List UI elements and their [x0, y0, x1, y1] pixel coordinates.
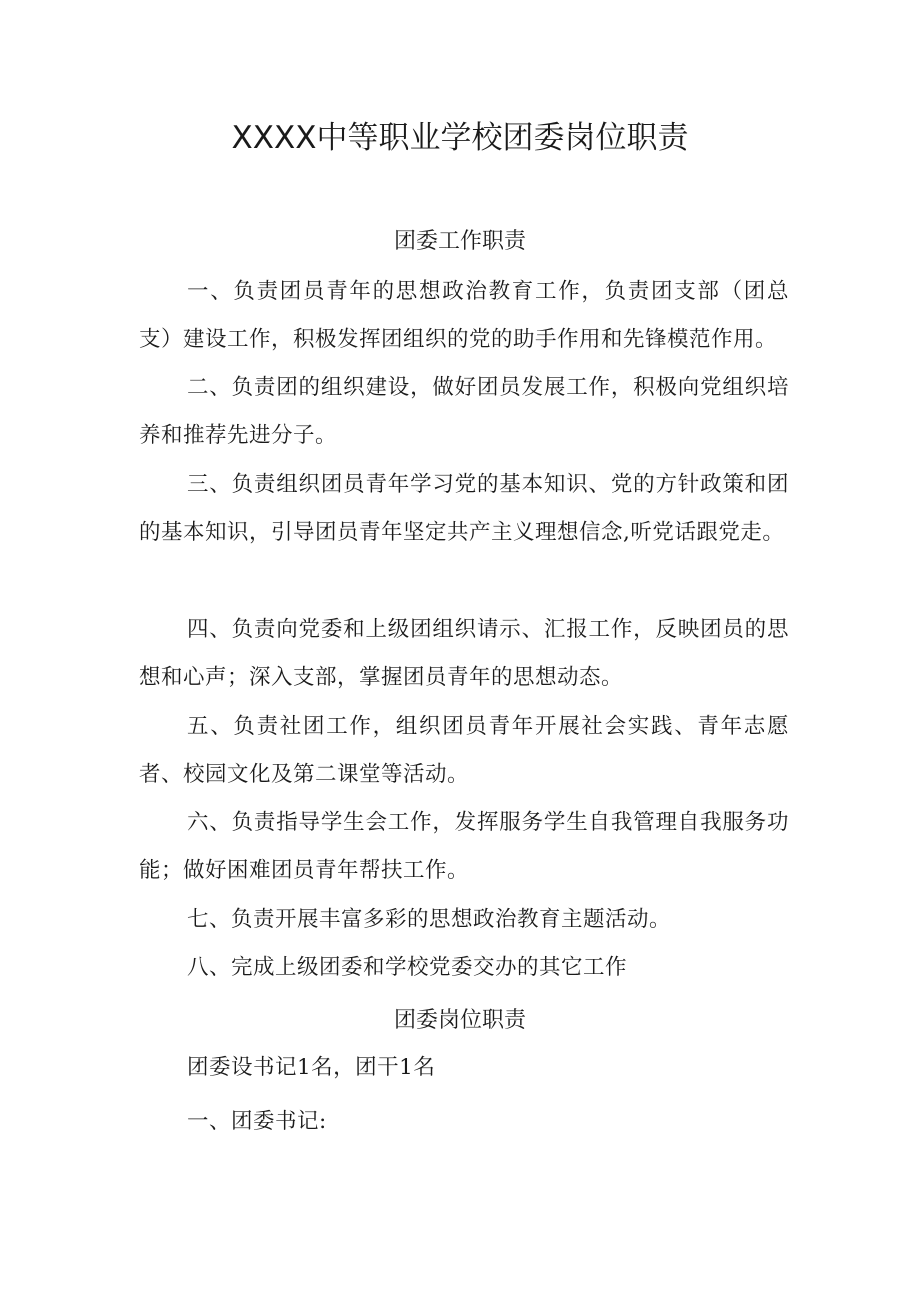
- staffing-line: 团委设书记1名，团干1名: [187, 1055, 436, 1080]
- section-heading-position-duties: 团委岗位职责: [393, 1008, 526, 1033]
- subsection-secretary: 一、团委书记:: [187, 1109, 327, 1134]
- section-heading-work-duties: 团委工作职责: [393, 229, 526, 254]
- duty-item-5: 五、负责社团工作，组织团员青年开展社会实践、青年志愿者、校园文化及第二课堂等活动。: [139, 714, 789, 787]
- duty-item-3: 三、负责组织团员青年学习党的基本知识、党的方针政策和团的基本知识，引导团员青年坚定共产主义理想信念,听党话跟党走。: [139, 472, 789, 545]
- duty-item-7: 七、负责开展丰富多彩的思想政治教育主题活动。: [187, 907, 672, 932]
- document-title: XXXX中等职业学校团委岗位职责: [231, 120, 689, 156]
- duty-item-2: 二、负责团的组织建设，做好团员发展工作，积极向党组织培养和推荐先进分子。: [139, 375, 789, 448]
- duty-item-6: 六、负责指导学生会工作，发挥服务学生自我管理自我服务功能；做好困难团员青年帮扶工作。: [139, 810, 789, 883]
- duty-item-1: 一、负责团员青年的思想政治教育工作，负责团支部（团总支）建设工作，积极发挥团组织的党的助手作用和先锋模范作用。: [139, 279, 789, 352]
- duty-item-4: 四、负责向党委和上级团组织请示、汇报工作，反映团员的思想和心声；深入支部，掌握团员青年的思想动态。: [139, 617, 789, 690]
- duty-item-8: 八、完成上级团委和学校党委交办的其它工作: [187, 955, 628, 980]
